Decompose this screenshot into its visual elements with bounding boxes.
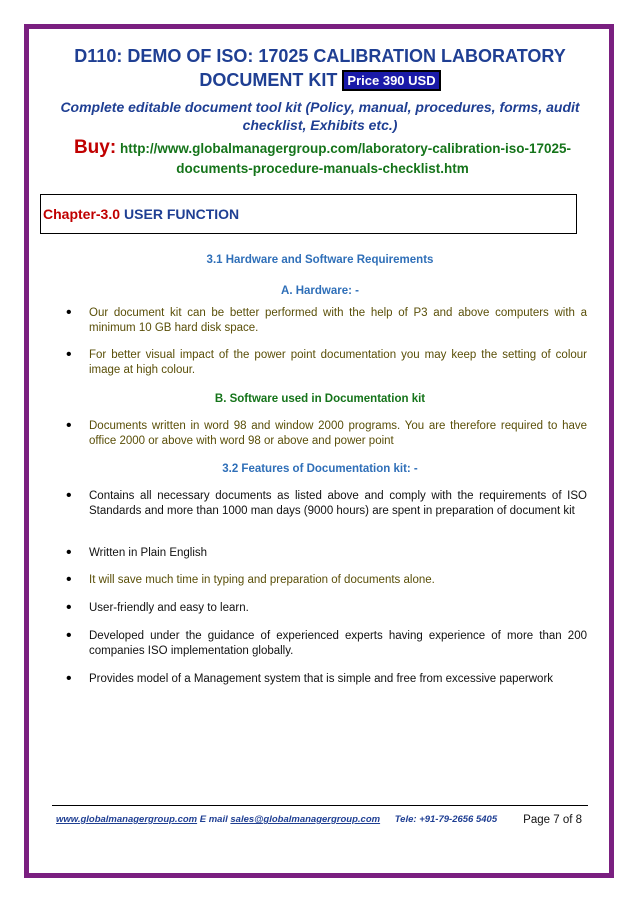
- price-badge: Price 390 USD: [342, 70, 440, 91]
- bullet-icon: •: [66, 599, 72, 616]
- bullet-icon: •: [66, 571, 72, 588]
- software-bullet-1: Documents written in word 98 and window 2000 programs. You are therefore required to have office 2000 or above with word 98 or above and power point: [89, 420, 587, 447]
- bullet-icon: •: [66, 304, 72, 321]
- chapter-name: USER FUNCTION: [124, 206, 240, 222]
- hardware-bullet-1: Our document kit can be better performed with the help of P3 and above computers with a minimum 10 GB hard disk space.: [89, 307, 587, 334]
- buy-label: Buy:: [73, 137, 117, 158]
- hardware-bullet-2: For better visual impact of the power point documentation you may keep the setting of colour image at high colour.: [89, 349, 587, 376]
- footer-website-link[interactable]: www.globalmanagergroup.com: [56, 814, 198, 825]
- bullet-icon: •: [66, 544, 72, 561]
- footer-telephone: Tele: +91-79-2656 5405: [394, 814, 498, 825]
- bullet-icon: •: [66, 627, 72, 644]
- feature-bullet-2: Written in Plain English: [89, 547, 208, 559]
- title-line-2: [40, 68, 600, 94]
- page-number: Page 7 of 8: [523, 814, 582, 826]
- footer-divider: [52, 805, 588, 806]
- section-3-1-heading: 3.1 Hardware and Software Requirements: [206, 254, 434, 266]
- subtitle: Complete editable document tool kit (Policy, manual, procedures, forms, audit checklist, Exhibits etc.): [60, 99, 580, 133]
- chapter-heading-box: [40, 194, 577, 234]
- buy-url-link[interactable]: http://www.globalmanagergroup.com/laboratory-calibration-iso-17025-documents-procedure-manuals-checklist.htm: [119, 141, 572, 176]
- footer: [56, 811, 582, 829]
- bullet-icon: •: [66, 417, 72, 434]
- title-line-1: D110: DEMO OF ISO: 17025 CALIBRATION LABORATORY: [74, 46, 566, 66]
- feature-bullet-3: It will save much time in typing and preparation of documents alone.: [89, 574, 435, 586]
- chapter-number: Chapter-3.0: [43, 206, 121, 222]
- section-3-2-heading: 3.2 Features of Documentation kit: -: [222, 463, 418, 475]
- title-line-2-text: DOCUMENT KIT: [199, 70, 338, 90]
- bullet-icon: •: [66, 670, 72, 687]
- footer-email-label: E mail: [199, 814, 228, 825]
- buy-line: [40, 138, 605, 179]
- bullet-icon: •: [66, 346, 72, 363]
- feature-bullet-6: Provides model of a Management system that is simple and free from excessive paperwork: [89, 673, 554, 685]
- bullet-icon: •: [66, 487, 72, 504]
- feature-bullet-1: Contains all necessary documents as listed above and comply with the requirements of ISO Standards and more than 1000 man days (9000 hours) are spent in preparation of document kit: [89, 490, 587, 517]
- footer-email-link[interactable]: sales@globalmanagergroup.com: [230, 814, 381, 825]
- feature-bullet-5: Developed under the guidance of experienced experts having experience of more than 200 companies ISO implementation globally.: [89, 630, 587, 657]
- feature-bullet-4: User-friendly and easy to learn.: [89, 602, 249, 614]
- document-title: [40, 44, 600, 94]
- hardware-heading: A. Hardware: -: [281, 285, 359, 297]
- software-heading: B. Software used in Documentation kit: [214, 393, 426, 405]
